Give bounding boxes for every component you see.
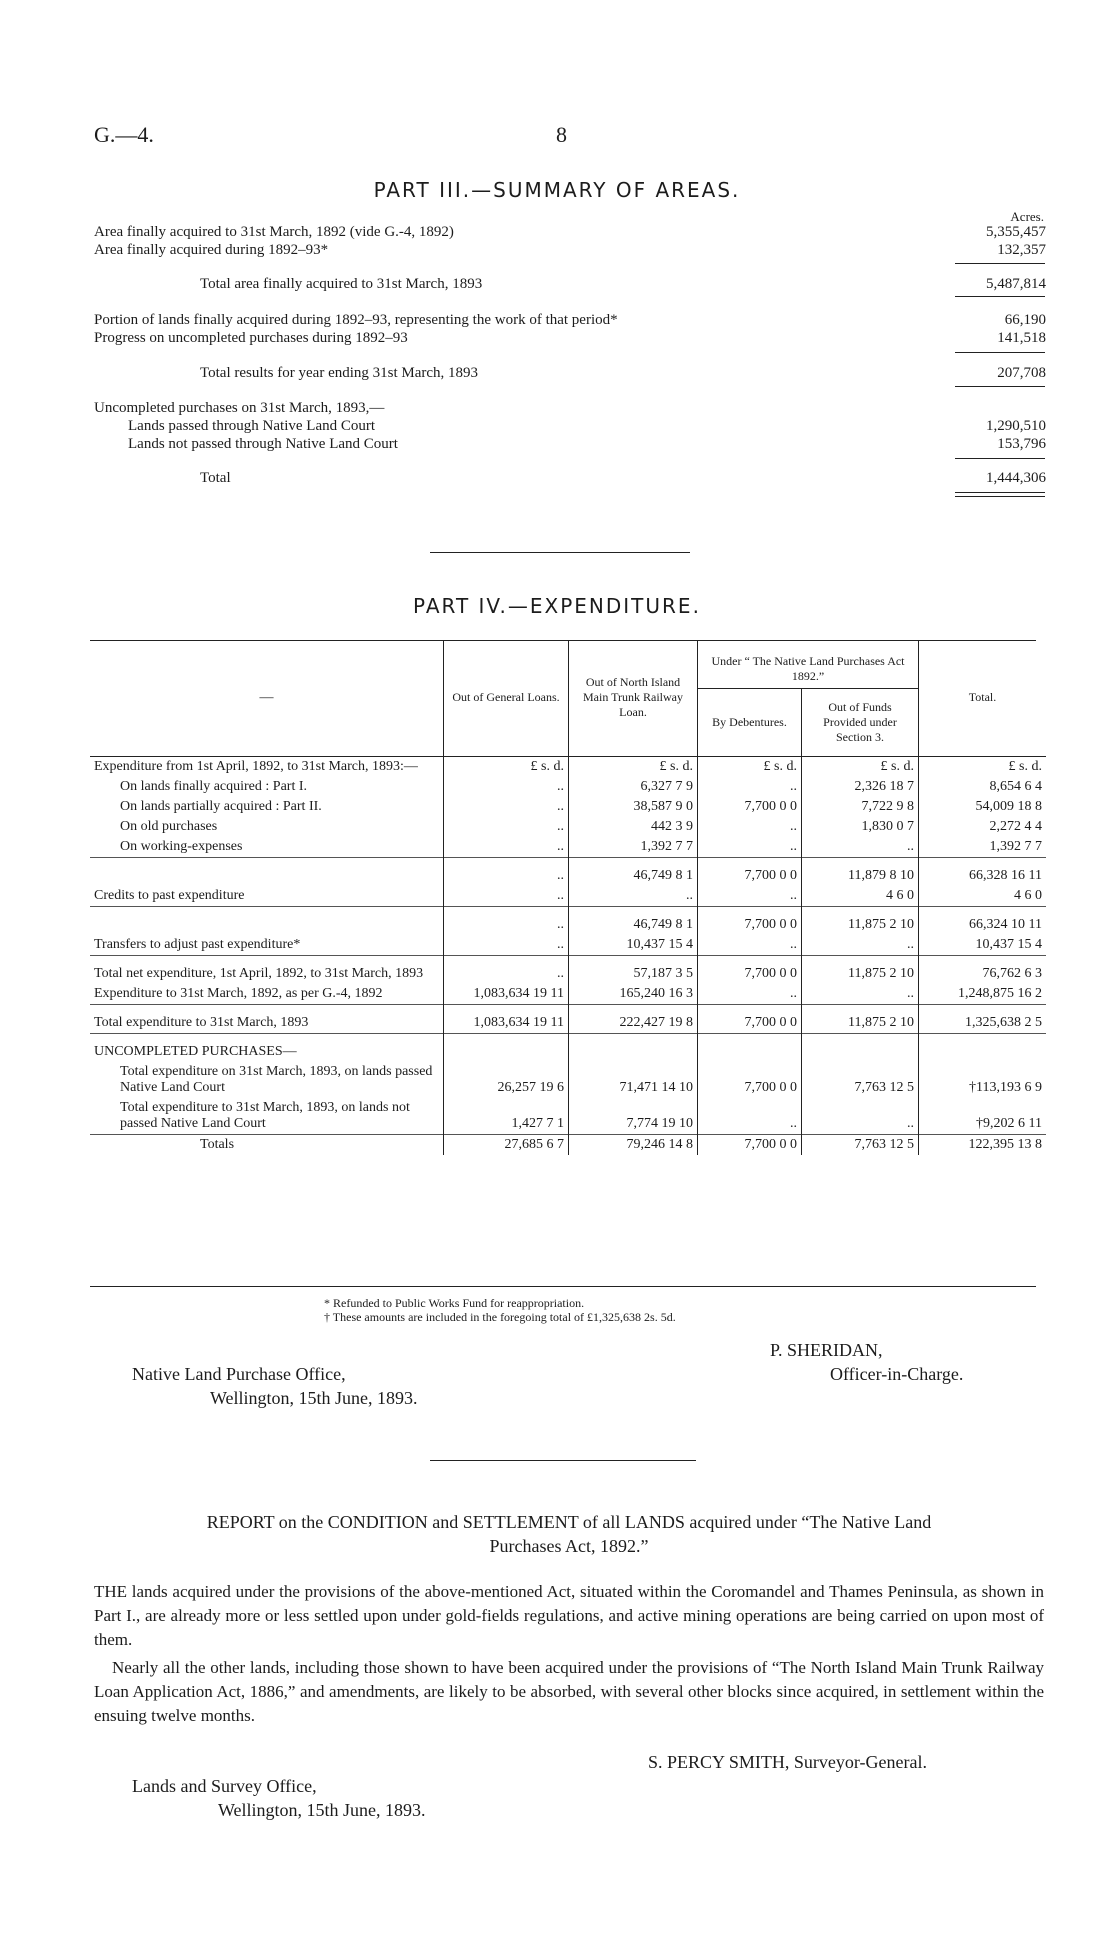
report-paragraph-1: THE lands acquired under the provisions of the above-mentioned Act, situated within the Coromandel and Thames Peninsula, as shown in Part I., are already more or less settled upon under gold-fields regulations, and active mining operations are being carried on upon most of them. [94,1582,1044,1649]
report-signature: S. PERCY SMITH, Surveyor-General. [648,1752,927,1772]
footnote-2: † These amounts are included in the foregoing total of £1,325,638 2s. 5d. [324,1310,676,1324]
cell-c2: 38,587 9 0 [569,797,698,817]
cell-c1: .. [444,797,569,817]
row-label: UNCOMPLETED PURCHASES— [90,1033,444,1062]
cell-c5: 122,395 13 8 [968,1136,1042,1152]
cell-c2: 6,327 7 9 [569,777,698,797]
dash-header: — [90,640,444,756]
cell-c2: 1,392 7 7 [569,837,698,858]
cell-c2: 442 3 9 [569,817,698,837]
row-label: On old purchases [90,817,444,837]
cell-c4: 1,830 0 7 [802,817,919,837]
table-row [90,1134,1046,1155]
row-label: On lands partially acquired : Part II. [90,797,444,817]
cell-c1: £ s. d. [444,756,569,777]
row-label: Expenditure from 1st April, 1892, to 31st March, 1893:— [90,756,444,777]
table-row [90,935,1046,956]
office-place-date: Wellington, 15th June, 1893. [210,1388,418,1408]
cell-c5: 1,325,638 2 5 [965,1014,1042,1030]
row-label: Transfers to adjust past expenditure* [90,935,444,956]
cell-c5: 10,437 15 4 [975,936,1042,952]
table-row [90,1098,1046,1135]
area-value-10: 1,444,306 [986,470,1046,486]
expenditure-table [90,640,1046,1155]
rule [955,263,1045,264]
cell-c4: 11,875 2 10 [802,955,919,984]
cell-c1: 1,427 7 1 [444,1098,569,1135]
funds-section3-header: Out of Funds Provided under Section 3. [802,688,919,756]
cell-c5: 54,009 18 8 [975,798,1042,814]
area-row-6: Total results for year ending 31st March, 1893 [200,365,479,381]
rule [955,296,1045,297]
table-row [90,984,1046,1005]
cell-c5: 66,328 16 11 [969,867,1042,883]
table-row [90,797,1046,817]
cell-c5: 2,272 4 4 [989,818,1042,834]
cell-c3: 7,700 0 0 [698,857,802,886]
separator [430,552,690,553]
cell-c1 [444,1033,569,1062]
total-header: Total. [919,640,1047,756]
cell-c5: 8,654 6 4 [989,778,1042,794]
cell-c1: .. [444,906,569,935]
office-name: Native Land Purchase Office, [132,1364,346,1384]
cell-c1: .. [444,886,569,907]
table-row [90,817,1046,837]
area-row-total: Total area finally acquired to 31st March, 1893 [200,276,483,292]
row-label: Total expenditure to 31st March, 1893, on lands not passed Native Land Court [90,1098,444,1135]
rule [955,386,1045,387]
rule [955,352,1045,353]
area-value-5: 141,518 [997,330,1046,346]
table-row [90,886,1046,907]
cell-c3 [698,1033,802,1062]
cell-c4: 11,875 2 10 [802,1004,919,1033]
row-label: Total expenditure on 31st March, 1893, on lands passed Native Land Court [90,1062,444,1098]
cell-c5: 66,324 10 11 [969,916,1042,932]
cell-c3: 7,700 0 0 [698,1004,802,1033]
cell-c3: 7,700 0 0 [698,1062,802,1098]
cell-c1: .. [444,837,569,858]
cell-c3: 7,700 0 0 [698,1134,802,1155]
cell-c4: 11,879 8 10 [802,857,919,886]
row-label: Total expenditure to 31st March, 1893 [90,1004,444,1033]
cell-c1: .. [444,935,569,956]
cell-c2: 165,240 16 3 [569,984,698,1005]
cell-c3: .. [698,935,802,956]
row-label: Credits to past expenditure [90,886,444,907]
table-row [90,1062,1046,1098]
rule [955,492,1045,493]
cell-c2: .. [569,886,698,907]
cell-c3: .. [698,1098,802,1135]
cell-c4: .. [802,984,919,1005]
area-row-7: Uncompleted purchases on 31st March, 1893,— [94,400,385,416]
area-row-5: Progress on uncompleted purchases during 1892–93 [94,330,408,346]
cell-c4: .. [802,935,919,956]
cell-c4 [802,1033,919,1062]
table-row [90,906,1046,935]
table-row [90,955,1046,984]
cell-c3: .. [698,837,802,858]
cell-c4: 7,722 9 8 [802,797,919,817]
row-label: Totals [90,1134,444,1155]
table-row [90,1033,1046,1062]
report-title-line2: Purchases Act, 1892.” [489,1536,649,1556]
unit-label: Acres. [1010,209,1044,224]
cell-c5: £ s. d. [1008,758,1042,774]
area-row-10: Total [200,470,231,486]
area-row-1: Area finally acquired to 31st March, 1892 (vide G.-4, 1892) [94,224,454,240]
row-label [90,906,444,935]
row-label: On working-expenses [90,837,444,858]
cell-c2: 46,749 8 1 [569,857,698,886]
page-number: 8 [556,122,567,147]
cell-c2: 222,427 19 8 [569,1004,698,1033]
cell-c4: 11,875 2 10 [802,906,919,935]
cell-c3: 7,700 0 0 [698,955,802,984]
area-value-total: 5,487,814 [986,276,1046,292]
cell-c3: .. [698,886,802,907]
cell-c1: .. [444,955,569,984]
cell-c2: 46,749 8 1 [569,906,698,935]
cell-c5: 76,762 6 3 [982,965,1042,981]
area-row-2: Area finally acquired during 1892–93* [94,242,329,258]
cell-c3: .. [698,817,802,837]
area-value-1: 5,355,457 [986,224,1046,240]
general-loans-header: Out of General Loans. [444,640,569,756]
cell-c1: 1,083,634 19 11 [444,984,569,1005]
act-group-header: Under “ The Native Land Purchases Act 1892.” [698,640,919,688]
footnote-1: * Refunded to Public Works Fund for reappropriation. [324,1296,585,1310]
area-value-6: 207,708 [997,365,1046,381]
area-value-2: 132,357 [997,242,1046,258]
cell-c5: 4 6 0 [1014,887,1042,903]
row-label: Expenditure to 31st March, 1892, as per G.-4, 1892 [90,984,444,1005]
cell-c3: £ s. d. [698,756,802,777]
cell-c1: 1,083,634 19 11 [444,1004,569,1033]
cell-c4: 4 6 0 [802,886,919,907]
separator [430,1460,696,1461]
cell-c4: £ s. d. [802,756,919,777]
row-label: On lands finally acquired : Part I. [90,777,444,797]
cell-c5: 1,392 7 7 [989,838,1042,854]
cell-c4: 7,763 12 5 [802,1062,919,1098]
cell-c4: .. [802,1098,919,1135]
cell-c2: 57,187 3 5 [569,955,698,984]
table-row [90,857,1046,886]
cell-c1: .. [444,777,569,797]
area-value-4: 66,190 [1004,312,1046,328]
report-office: Lands and Survey Office, [132,1776,317,1796]
cell-c5: †9,202 6 11 [976,1115,1042,1131]
cell-c5 [919,1033,1047,1062]
report-place-date: Wellington, 15th June, 1893. [218,1800,426,1820]
table-row [90,756,1046,777]
part3-title: PART III.—SUMMARY OF AREAS. [373,178,741,202]
cell-c4: .. [802,837,919,858]
cell-c1: .. [444,857,569,886]
signatory-role: Officer-in-Charge. [830,1364,964,1384]
rule [955,496,1045,497]
area-row-4: Portion of lands finally acquired during 1892–93, representing the work of that period* [94,312,618,328]
rule [955,458,1045,459]
railway-loan-header: Out of North Island Main Trunk Railway Loan. [569,640,698,756]
cell-c1: 26,257 19 6 [444,1062,569,1098]
area-row-9: Lands not passed through Native Land Court [128,436,398,452]
cell-c2: 71,471 14 10 [569,1062,698,1098]
table-row [90,777,1046,797]
cell-c4: 2,326 18 7 [802,777,919,797]
part4-title: PART IV.—EXPENDITURE. [413,594,701,618]
area-value-8: 1,290,510 [986,418,1046,434]
table-bottom-rule [90,1286,1036,1287]
cell-c1: 27,685 6 7 [444,1134,569,1155]
cell-c1: .. [444,817,569,837]
cell-c2: £ s. d. [569,756,698,777]
row-label: Total net expenditure, 1st April, 1892, to 31st March, 1893 [90,955,444,984]
cell-c2: 7,774 19 10 [569,1098,698,1135]
table-row [90,837,1046,858]
report-title-line1: REPORT on the CONDITION and SETTLEMENT of all LANDS acquired under “The Native Land [206,1512,932,1532]
area-row-8: Lands passed through Native Land Court [128,418,376,434]
cell-c2: 79,246 14 8 [569,1134,698,1155]
cell-c2 [569,1033,698,1062]
cell-c5: †113,193 6 9 [969,1079,1042,1095]
document-reference: G.—4. [94,122,154,147]
cell-c2: 10,437 15 4 [569,935,698,956]
debentures-header: By Debentures. [698,688,802,756]
table-row [90,1004,1046,1033]
area-value-9: 153,796 [997,436,1046,452]
cell-c3: .. [698,984,802,1005]
signatory-name: P. SHERIDAN, [770,1340,883,1360]
cell-c3: .. [698,777,802,797]
cell-c5: 1,248,875 16 2 [958,985,1042,1001]
row-label [90,857,444,886]
cell-c4: 7,763 12 5 [802,1134,919,1155]
cell-c3: 7,700 0 0 [698,906,802,935]
report-paragraph-2: Nearly all the other lands, including those shown to have been acquired under the provisions of “The North Island Main Trunk Railway Loan Application Act, 1886,” and amendments, are likely to be absorbed, with several other blocks since acquired, in settlement within the ensuing twelve months. [94,1658,1044,1725]
cell-c3: 7,700 0 0 [698,797,802,817]
